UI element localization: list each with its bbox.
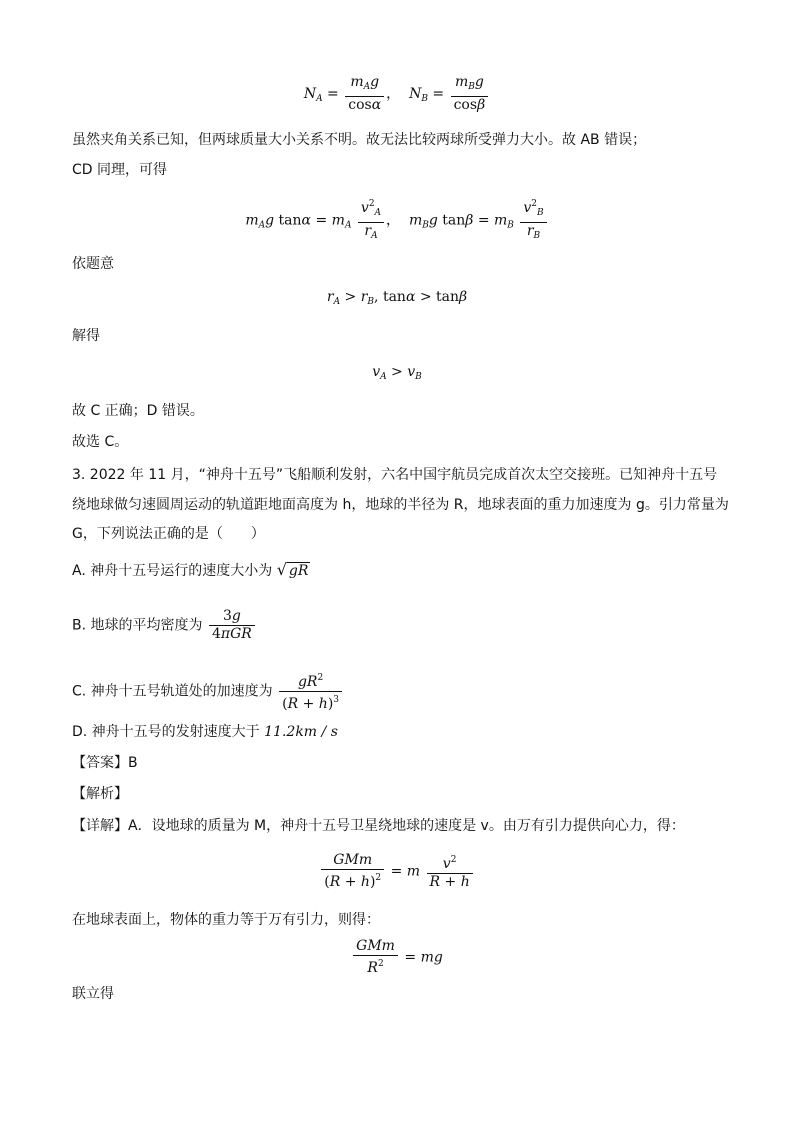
option-a-formula: √ gR [276, 560, 309, 579]
paragraph-text: CD 同理，可得 [72, 162, 168, 178]
answer-label: 【答案】 [72, 755, 128, 771]
paragraph-text: 故选 C。 [72, 434, 129, 450]
option-c-formula: $\frac{gR^2}{(R + h)^3}$ [277, 684, 344, 700]
detail-text: 在地球表面上，物体的重力等于万有引力，则得： [72, 912, 380, 928]
option-c [72, 670, 344, 713]
paragraph-text: 虽然夹角关系已知，但两球质量大小关系不明。故无法比较两球所受弹力大小。故 AB 错误； [72, 132, 647, 148]
option-a-label: A. 神舟十五号运行的速度大小为 [72, 563, 273, 579]
paragraph-text: 解得 [72, 328, 100, 344]
equation-result: $v_A > v_B$ [372, 364, 422, 382]
question-text: 绕地球做匀速圆周运动的轨道距地面高度为 h，地球的半径为 R，地球表面的重力加速度为 g。引力常量为 [72, 497, 729, 513]
option-b-label: B. 地球的平均密度为 [72, 617, 203, 634]
option-d [72, 722, 338, 742]
option-b-formula: $\frac{3g}{\text{4πGR}}$ [207, 618, 257, 634]
answer-value: B [128, 755, 138, 771]
detail-text: 【详解】A．设地球的质量为 M，神舟十五号卫星绕地球的速度是 v。由万有引力提供向心力，得： [72, 818, 685, 834]
paragraph-text: 依题意 [72, 256, 114, 272]
option-b [72, 608, 257, 643]
option-d-label: D. 神舟十五号的发射速度大于 [72, 724, 260, 740]
paragraph-text: 故 C 正确；D 错误。 [72, 403, 204, 419]
detail-text: 联立得 [72, 986, 114, 1002]
equation-centripetal: $m_Ag$ $\tan\alpha = m_A$ $\frac{v^2_A}{r_A}$ ， $m_Bg$ $\tan\beta = m_B$ $\frac{v^2_B}{r_B}$ [0, 196, 794, 245]
option-d-value: 11.2km / s [264, 724, 338, 740]
option-a [72, 560, 310, 581]
question-text: G，下列说法正确的是（ ） [72, 526, 265, 542]
answer-line [72, 753, 138, 773]
analysis-label: 【解析】 [72, 786, 128, 802]
equation-condition: $r_A > r_B$, tanα > tanβ [326, 289, 468, 307]
equation-gravity-centripetal: $\frac{\text{GMm}}{(R + h)^2}$ = m $\frac{v^2}{R + h}$ [0, 852, 794, 891]
question-text: 3. 2022 年 11 月，“神舟十五号”飞船顺利发射，六名中国宇航员完成首次太空交接班。已知神舟十五号 [72, 467, 718, 483]
equation-normal-forces: $N_A$ = $\frac{m_Ag}{\cos\alpha}$ ， $N_B$ = $\frac{m_Bg}{\cos\beta}$ [0, 74, 794, 114]
equation-surface-gravity: $\frac{\text{GMm}}{R^2}$ = mg [0, 938, 794, 977]
option-c-label: C. 神舟十五号轨道处的加速度为 [72, 683, 273, 700]
